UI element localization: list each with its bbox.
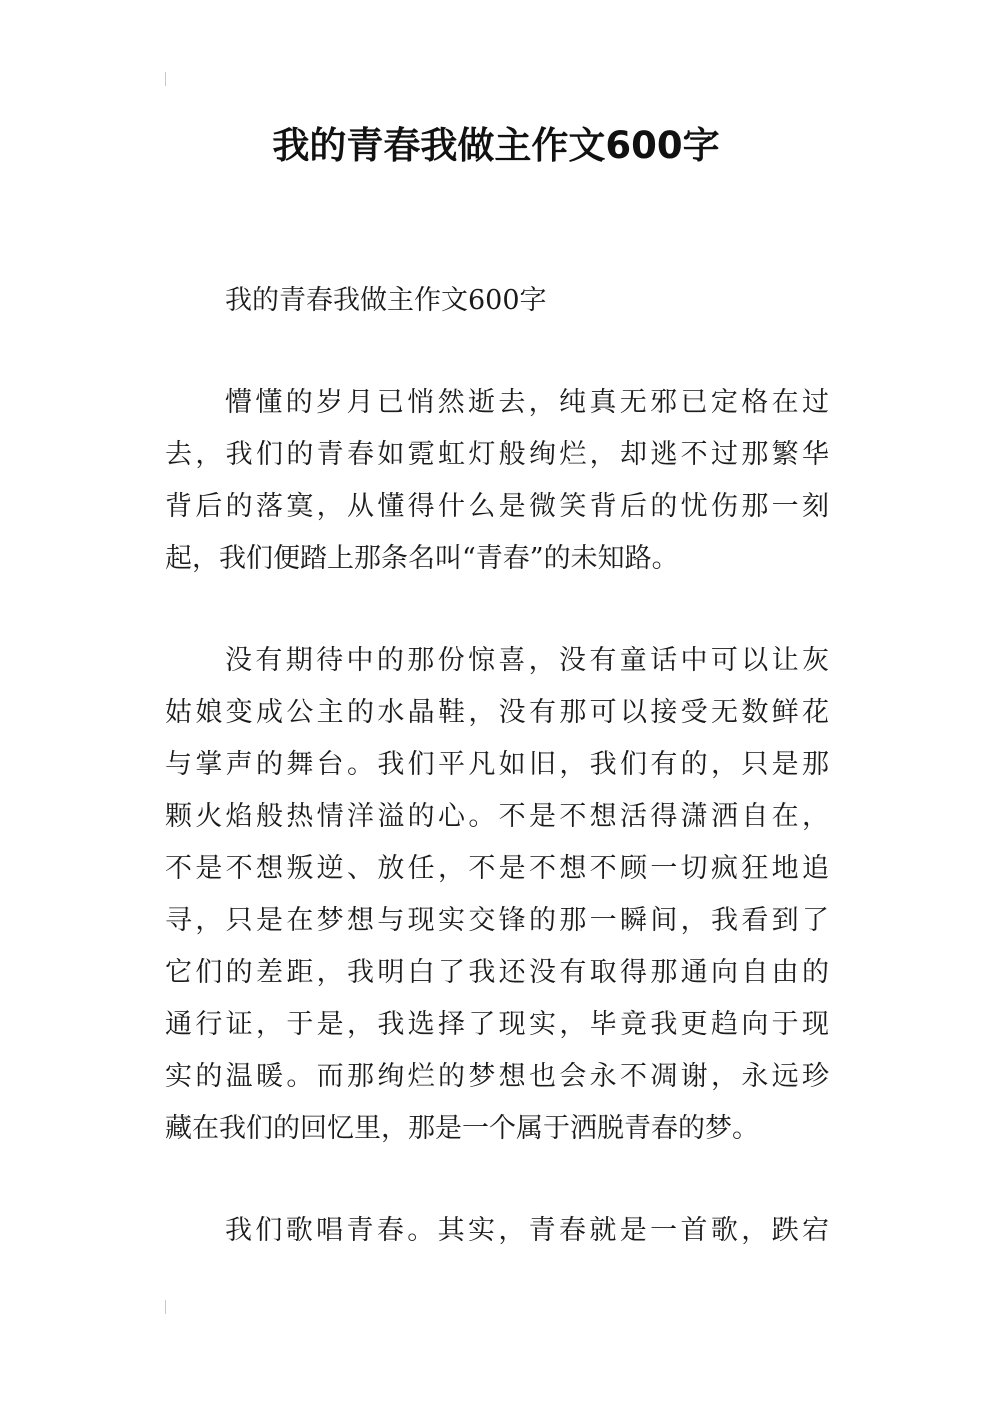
paragraph-line: 实的温暖。而那绚烂的梦想也会永不凋谢，永远珍 <box>165 1061 829 1092</box>
paragraph-line: 颗火焰般热情洋溢的心。不是不想活得潇洒自在， <box>165 801 829 832</box>
paragraph-2 <box>165 635 829 1155</box>
paragraph-1 <box>165 377 829 585</box>
paragraph-3 <box>165 1205 829 1257</box>
paragraph-line: 它们的差距，我明白了我还没有取得那通向自由的 <box>165 957 829 988</box>
document-title: 我的青春我做主作文600字 <box>272 124 720 167</box>
paragraph-line: 懵懂的岁月已悄然逝去，纯真无邪已定格在过 <box>225 387 829 418</box>
paragraph-line: 去，我们的青春如霓虹灯般绚烂，却逃不过那繁华 <box>165 439 829 470</box>
document-body <box>165 275 829 1257</box>
bottom-crop-mark <box>165 1300 166 1314</box>
paragraph-line: 不是不想叛逆、放任，不是不想不顾一切疯狂地追 <box>165 853 829 884</box>
paragraph-line: 没有期待中的那份惊喜，没有童话中可以让灰 <box>225 645 829 676</box>
paragraph-line: 寻，只是在梦想与现实交锋的那一瞬间，我看到了 <box>165 905 829 936</box>
top-crop-mark <box>165 72 166 86</box>
paragraph-line: 起，我们便踏上那条名叫“青春”的未知路。 <box>165 543 679 574</box>
paragraph-line: 我们歌唱青春。其实，青春就是一首歌，跌宕 <box>225 1215 829 1246</box>
paragraph-line: 背后的落寞，从懂得什么是微笑背后的忧伤那一刻 <box>165 491 829 522</box>
paragraph-line: 姑娘变成公主的水晶鞋，没有那可以接受无数鲜花 <box>165 697 829 728</box>
document-subtitle: 我的青春我做主作文600字 <box>225 285 547 316</box>
paragraph-line: 与掌声的舞台。我们平凡如旧，我们有的，只是那 <box>165 749 829 780</box>
paragraph-line: 藏在我们的回忆里，那是一个属于洒脱青春的梦。 <box>165 1113 759 1144</box>
paragraph-line: 通行证，于是，我选择了现实，毕竟我更趋向于现 <box>165 1009 829 1040</box>
